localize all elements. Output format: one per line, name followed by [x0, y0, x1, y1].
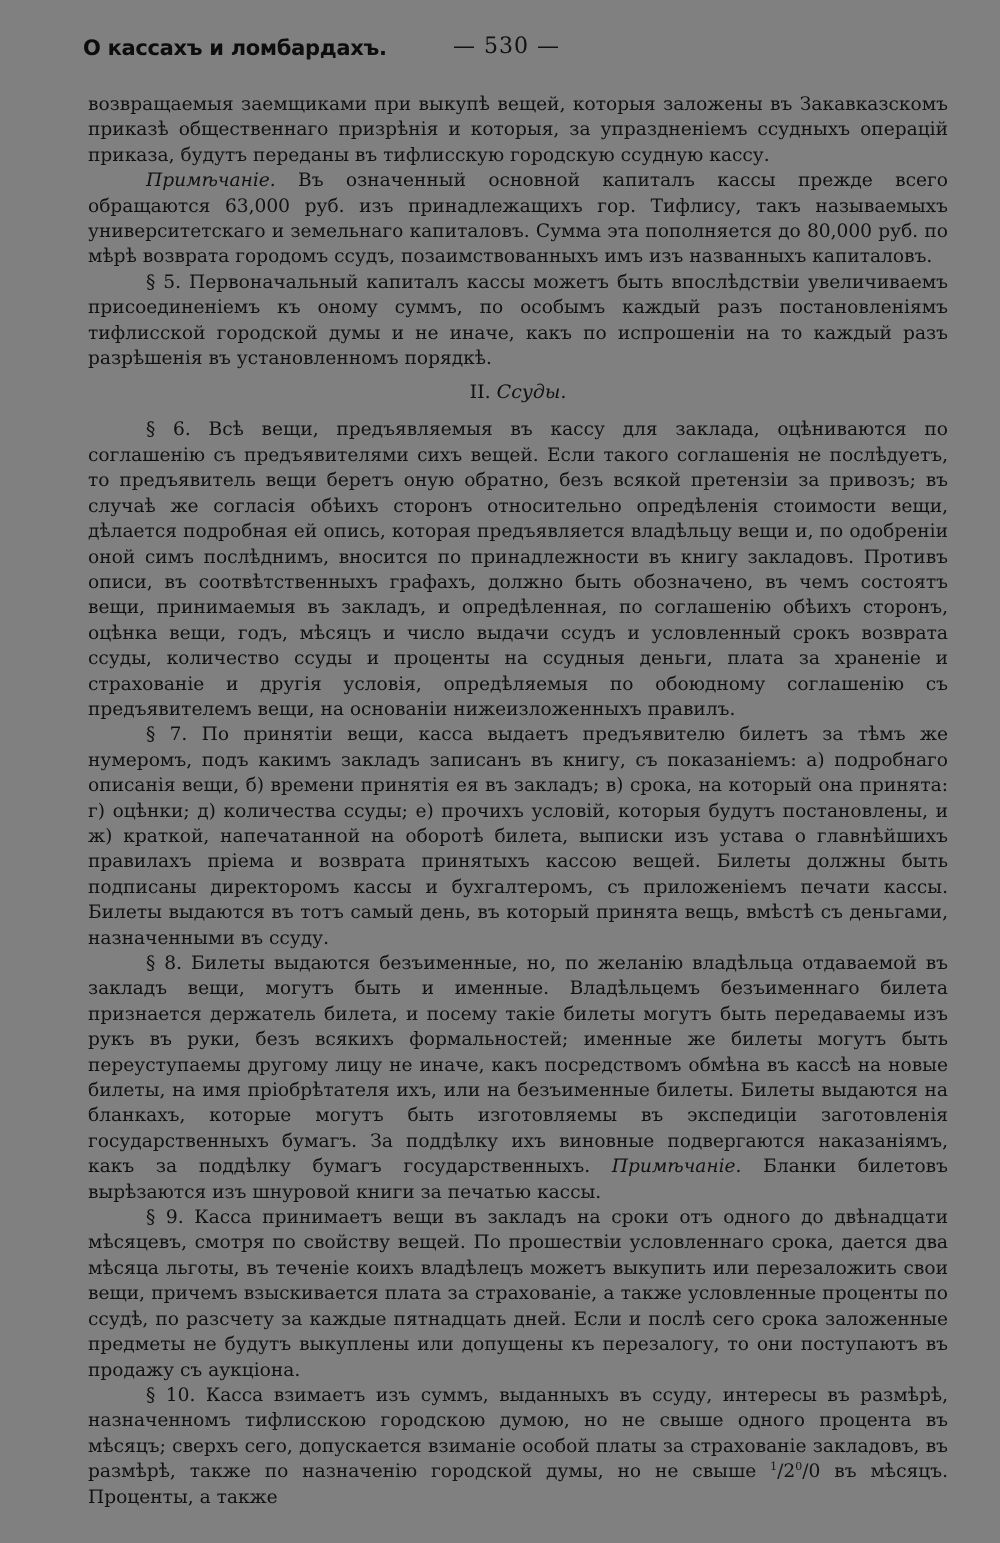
percent-superscript: 0 [795, 1459, 803, 1473]
section-8-note-text: Бланки билетовъ вырѣзаются изъ шнуровой книги за печатью кассы. [88, 1156, 948, 1203]
paragraph-section-6: § 6. Всѣ вещи, предъявляемыя въ кассу для заклада, оцѣниваются по соглашенію съ предъявителями сихъ вещей. Если такого соглашенія не послѣдуетъ, то предъявитель вещи беретъ оную обратно, безъ всякой претензіи за привозъ; въ случаѣ же согласія обѣихъ сторонъ относительно опредѣленія стоимости вещи, дѣлается подробная ей опись, которая предъявляется владѣльцу вещи и, по одобреніи оной симъ послѣднимъ, вносится по принадлежности въ книгу закладовъ. Противъ описи, въ соотвѣтственныхъ графахъ, должно быть обозначено, въ чемъ состоятъ вещи, принимаемыя въ закладъ, и опредѣленная, по соглашенію обѣихъ сторонъ, оцѣнка вещи, годъ, мѣсяцъ и число выдачи ссудъ и условленный срокъ возврата ссуды, количество ссуды и проценты на ссудныя деньги, плата за храненіе и страхованіе и другія условія, опредѣляемыя по обоюдному соглашенію съ предъявителемъ вещи, на основаніи нижеизложенныхъ правилъ. [88, 419, 948, 720]
note-label: Примѣчаніе. [146, 170, 276, 192]
fraction-denominator: /2 [777, 1461, 796, 1483]
section-heading [88, 379, 948, 405]
section-8-text: § 8. Билеты выдаются безъименные, но, по желанію владѣльца отдаваемой въ закладъ вещи, могутъ быть и именные. Владѣльцемъ безъименнаго билета признается держатель билета, и посему такіе билеты могутъ быть передаваемы изъ рукъ въ руки, безъ всякихъ формальностей; именные же билеты могутъ быть переуступаемы другому лицу не иначе, какъ посредствомъ обмѣна въ кассѣ на новые билеты, на имя пріобрѣтателя ихъ, или на безъименные билеты. Билеты выдаются на бланкахъ, которые могутъ быть изготовляемы въ экспедиціи заготовленія государственныхъ бумагъ. За поддѣлку ихъ виновные подвергаются наказаніямъ, какъ за поддѣлку бумагъ государственныхъ. [88, 953, 948, 1178]
note-text: Въ означенный основной капиталъ кассы прежде всего обращаются 63,000 руб. изъ принадлежащихъ гор. Тифлису, такъ называемыхъ университетскаго и земельнаго капиталовъ. Сумма эта пополняется до 80,000 руб. по мѣрѣ возврата городомъ ссудъ, позаимствованныхъ имъ изъ названныхъ капиталовъ. [88, 170, 948, 268]
fraction-numerator: 1 [770, 1459, 778, 1473]
section-8-note-label: Примѣчаніе. [611, 1156, 742, 1178]
document-page [83, 30, 948, 1530]
paragraph-section-10 [88, 1383, 948, 1510]
section-title: Ссуды. [496, 381, 567, 404]
running-title: О кассахъ и ломбардахъ. [83, 36, 387, 60]
paragraph-section-9: § 9. Касса принимаетъ вещи въ закладъ на сроки отъ одного до двѣнадцати мѣсяцевъ, смотря по свойству вещей. По прошествіи условленнаго срока, дается два мѣсяца льготы, въ теченіе коихъ владѣлецъ можетъ выкупить или перезаложить свои вещи, причемъ взыскивается плата за страхованіе, а также условленные проценты по ссудѣ, по разсчету за каждые пятнадцать дней. Если и послѣ сего срока заложенные предметы не будутъ выкуплены или допущены къ перезалогу, то они поступаютъ въ продажу съ аукціона. [88, 1207, 948, 1381]
section-10-text-end: /0 въ мѣсяцъ. Проценты, а также [88, 1461, 948, 1508]
paragraph-section-7: § 7. По принятіи вещи, касса выдаетъ предъявителю билетъ за тѣмъ же нумеромъ, подъ какимъ закладъ записанъ въ книгу, съ показаніемъ: а) подробнаго описанія вещи, б) времени принятія ея въ закладъ; в) срока, на который она принята: г) оцѣнки; д) количества ссуды; е) прочихъ условій, которыя будутъ постановлены, и ж) краткой, напечатанной на оборотѣ билета, выписки изъ устава о главнѣйшихъ правилахъ пріема и возврата принятыхъ кассою вещей. Билеты должны быть подписаны директоромъ кассы и бухгалтеромъ, съ приложеніемъ печати кассы. Билеты выдаются въ тотъ самый день, въ который принята вещь, вмѣстѣ съ деньгами, назначенными въ ссуду. [88, 724, 948, 949]
paragraph-section-8 [88, 951, 948, 1205]
paragraph-section-5: § 5. Первоначальный капиталъ кассы можетъ быть впослѣдствіи увеличиваемъ присоединеніемъ къ оному суммъ, по особымъ каждый разъ постановленіямъ тифлисской городской думы и не иначе, какъ по испрошеніи на то каждый разъ разрѣшенія въ установленномъ порядкѣ. [88, 271, 948, 370]
note-paragraph [88, 168, 948, 270]
paragraph-continuation: возвращаемыя заемщиками при выкупѣ вещей, которыя заложены въ Закавказскомъ приказѣ общественнаго призрѣнія и которыя, за упраздненіемъ ссудныхъ операцій приказа, будутъ переданы въ тифлисскую городскую ссудную кассу. [88, 94, 948, 166]
body-text [88, 92, 948, 1510]
section-10-text: § 10. Касса взимаетъ изъ суммъ, выданныхъ въ ссуду, интересы въ размѣрѣ, назначенномъ тифлисскою городскою думою, но не свыше одного процента въ мѣсяцъ; сверхъ сего, допускается взиманіе особой платы за страхованіе закладовъ, въ размѣрѣ, также по назначенію городской думы, но не свыше [88, 1384, 948, 1483]
page-number: — 530 — [453, 34, 560, 59]
section-number: II. [469, 381, 491, 404]
page-header [83, 30, 948, 70]
